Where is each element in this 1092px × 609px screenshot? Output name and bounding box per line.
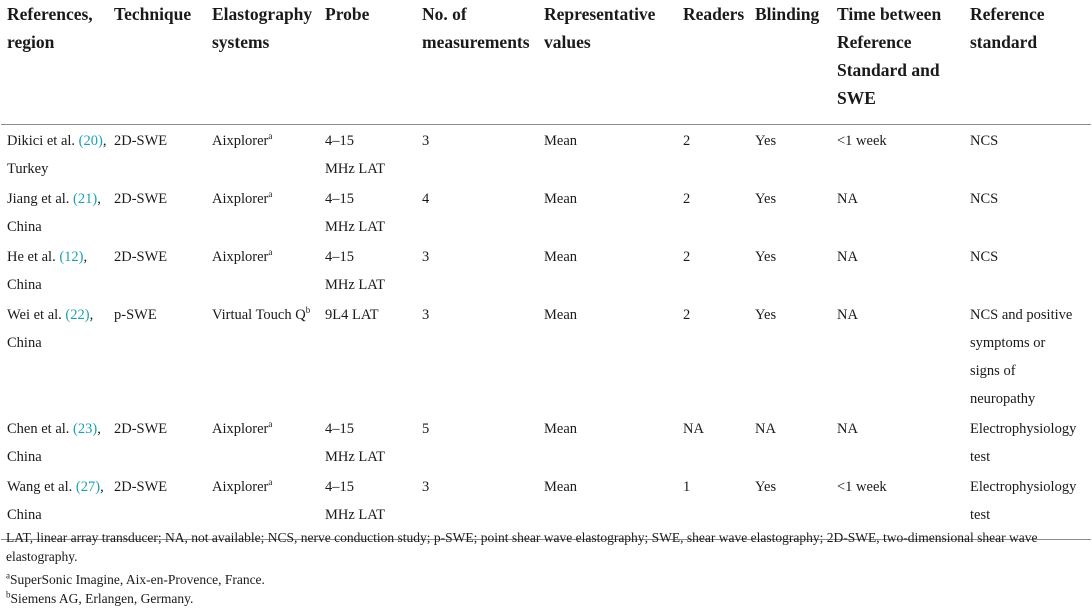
blinding-cell bbox=[749, 241, 831, 299]
citation-link[interactable]: (22) bbox=[65, 307, 90, 323]
time-value: NA bbox=[837, 191, 858, 207]
probe-cell bbox=[319, 125, 416, 184]
standard-line: Electrophysiology bbox=[970, 421, 1077, 437]
technique-text: 2D-SWE bbox=[114, 479, 168, 495]
footnote-mark: b bbox=[6, 589, 11, 600]
values-text: Mean bbox=[544, 307, 578, 323]
header-representative-values bbox=[538, 0, 677, 125]
footnote-text: SuperSonic Imagine, Aix-en-Provence, France. bbox=[10, 572, 265, 587]
probe-line: MHz LAT bbox=[325, 277, 386, 293]
readers-cell bbox=[677, 241, 749, 299]
probe-cell bbox=[319, 413, 416, 471]
reference-region: , Turkey bbox=[7, 133, 107, 177]
blinding-cell bbox=[749, 413, 831, 471]
probe-line: 4–15 bbox=[325, 133, 354, 149]
footnote-mark: a bbox=[6, 570, 10, 581]
technique-cell bbox=[108, 413, 206, 471]
blinding-value: Yes bbox=[755, 133, 777, 149]
header-line: Technique bbox=[114, 4, 192, 24]
reference-region: , China bbox=[7, 249, 88, 293]
reference-authors: Chen et al. bbox=[7, 421, 70, 437]
reference-cell bbox=[1, 299, 108, 413]
header-line: Elastography bbox=[212, 4, 313, 24]
technique-text: p-SWE bbox=[114, 307, 157, 323]
system-cell bbox=[206, 125, 319, 184]
standard-cell bbox=[964, 241, 1091, 299]
time-value: <1 week bbox=[837, 133, 887, 149]
probe-line: 4–15 bbox=[325, 479, 354, 495]
header-line: Blinding bbox=[755, 4, 820, 24]
header-elastography-systems bbox=[206, 0, 319, 125]
abbreviations-footnote: LAT, linear array transducer; NA, not available; NCS, nerve conduction study; p-SWE; point shear wave elastography; SWE, shear wave elastography; 2D-SWE, two-dimensional shear wave elastography. bbox=[6, 530, 1038, 564]
system-cell bbox=[206, 241, 319, 299]
standard-cell bbox=[964, 183, 1091, 241]
readers-cell bbox=[677, 125, 749, 184]
standard-cell bbox=[964, 413, 1091, 471]
probe-line: MHz LAT bbox=[325, 449, 386, 465]
system-name: Aixplorer bbox=[212, 191, 269, 207]
values-text: Mean bbox=[544, 133, 578, 149]
values-cell bbox=[538, 241, 677, 299]
system-name: Aixplorer bbox=[212, 421, 269, 437]
system-name: Aixplorer bbox=[212, 133, 269, 149]
time-value: NA bbox=[837, 249, 858, 265]
header-line: Probe bbox=[325, 4, 370, 24]
measurements-cell bbox=[416, 183, 538, 241]
probe-cell bbox=[319, 183, 416, 241]
time-value: <1 week bbox=[837, 479, 887, 495]
table-row bbox=[1, 413, 1091, 471]
header-line: systems bbox=[212, 32, 270, 52]
footnote-item bbox=[6, 570, 1088, 589]
footnote-marker: b bbox=[305, 305, 311, 316]
header-line: standard bbox=[970, 32, 1038, 52]
technique-cell bbox=[108, 125, 206, 184]
measurements-cell bbox=[416, 125, 538, 184]
blinding-value: Yes bbox=[755, 479, 777, 495]
header-references-region bbox=[1, 0, 108, 125]
system-cell bbox=[206, 299, 319, 413]
standard-line: NCS bbox=[970, 191, 999, 207]
footnote-marker: a bbox=[268, 131, 273, 142]
measurements-value: 3 bbox=[422, 133, 430, 149]
footnote-marker: a bbox=[268, 247, 273, 258]
reference-authors: Dikici et al. bbox=[7, 133, 76, 149]
table-footnotes bbox=[6, 528, 1088, 608]
readers-value: 2 bbox=[683, 133, 691, 149]
time-value: NA bbox=[837, 307, 858, 323]
reference-cell bbox=[1, 413, 108, 471]
time-value: NA bbox=[837, 421, 858, 437]
system-cell bbox=[206, 413, 319, 471]
table-row bbox=[1, 125, 1091, 184]
reference-region: , China bbox=[7, 307, 94, 351]
reference-authors: He et al. bbox=[7, 249, 56, 265]
header-probe bbox=[319, 0, 416, 125]
header-no-of-measurements bbox=[416, 0, 538, 125]
standard-cell bbox=[964, 125, 1091, 184]
standard-line: test bbox=[970, 507, 991, 523]
probe-line: 4–15 bbox=[325, 191, 354, 207]
reference-authors: Jiang et al. bbox=[7, 191, 70, 207]
header-time-between bbox=[831, 0, 964, 125]
probe-line: 9L4 LAT bbox=[325, 307, 379, 323]
time-cell bbox=[831, 183, 964, 241]
values-text: Mean bbox=[544, 479, 578, 495]
footnote-item bbox=[6, 589, 1088, 608]
measurements-cell bbox=[416, 299, 538, 413]
header-line: Representative bbox=[544, 4, 656, 24]
probe-line: MHz LAT bbox=[325, 219, 386, 235]
readers-cell bbox=[677, 299, 749, 413]
measurements-value: 5 bbox=[422, 421, 430, 437]
standard-line: NCS bbox=[970, 133, 999, 149]
footnote-marker: a bbox=[268, 419, 273, 430]
blinding-value: Yes bbox=[755, 191, 777, 207]
citation-link[interactable]: (27) bbox=[75, 479, 101, 495]
blinding-cell bbox=[749, 183, 831, 241]
citation-link[interactable]: (12) bbox=[59, 249, 84, 265]
header-technique bbox=[108, 0, 206, 125]
technique-text: 2D-SWE bbox=[114, 191, 168, 207]
readers-cell bbox=[677, 183, 749, 241]
technique-text: 2D-SWE bbox=[114, 249, 168, 265]
reference-cell bbox=[1, 183, 108, 241]
blinding-value: Yes bbox=[755, 307, 777, 323]
citation-link[interactable]: (20) bbox=[78, 133, 103, 149]
header-line: Time between bbox=[837, 4, 942, 24]
measurements-value: 3 bbox=[422, 307, 430, 323]
study-characteristics-table bbox=[1, 0, 1091, 540]
probe-cell bbox=[319, 241, 416, 299]
blinding-value: NA bbox=[755, 421, 776, 437]
standard-line: NCS and positive bbox=[970, 307, 1073, 323]
time-cell bbox=[831, 413, 964, 471]
readers-cell bbox=[677, 413, 749, 471]
technique-cell bbox=[108, 183, 206, 241]
probe-cell bbox=[319, 299, 416, 413]
header-line: region bbox=[7, 32, 55, 52]
reference-region: , China bbox=[7, 191, 101, 235]
time-cell bbox=[831, 299, 964, 413]
values-cell bbox=[538, 125, 677, 184]
readers-value: NA bbox=[683, 421, 704, 437]
reference-authors: Wang et al. bbox=[7, 479, 73, 495]
measurements-value: 3 bbox=[422, 479, 430, 495]
header-line: No. of bbox=[422, 4, 467, 24]
standard-line: NCS bbox=[970, 249, 999, 265]
measurements-value: 4 bbox=[422, 191, 430, 207]
values-cell bbox=[538, 413, 677, 471]
header-line: SWE bbox=[837, 88, 876, 108]
standard-line: signs of bbox=[970, 363, 1016, 379]
values-text: Mean bbox=[544, 421, 578, 437]
reference-region: , China bbox=[7, 421, 101, 465]
values-text: Mean bbox=[544, 249, 578, 265]
measurements-cell bbox=[416, 241, 538, 299]
standard-cell bbox=[964, 299, 1091, 413]
technique-text: 2D-SWE bbox=[114, 421, 168, 437]
system-name: Aixplorer bbox=[212, 249, 269, 265]
technique-text: 2D-SWE bbox=[114, 133, 168, 149]
header-line: References, bbox=[7, 4, 93, 24]
header-reference-standard bbox=[964, 0, 1091, 125]
technique-cell bbox=[108, 241, 206, 299]
citation-link[interactable]: (21) bbox=[73, 191, 98, 207]
time-cell bbox=[831, 241, 964, 299]
reference-region: , China bbox=[7, 479, 104, 523]
technique-cell bbox=[108, 299, 206, 413]
header-line: Readers bbox=[683, 4, 745, 24]
blinding-cell bbox=[749, 299, 831, 413]
header-blinding bbox=[749, 0, 831, 125]
time-cell bbox=[831, 125, 964, 184]
footnote-list bbox=[6, 570, 1088, 608]
citation-link[interactable]: (23) bbox=[73, 421, 98, 437]
standard-line: test bbox=[970, 449, 991, 465]
header-line: measurements bbox=[422, 32, 530, 52]
blinding-cell bbox=[749, 125, 831, 184]
blinding-value: Yes bbox=[755, 249, 777, 265]
header-readers bbox=[677, 0, 749, 125]
system-cell bbox=[206, 183, 319, 241]
values-cell bbox=[538, 183, 677, 241]
header-line: Reference bbox=[970, 4, 1045, 24]
reference-cell bbox=[1, 125, 108, 184]
readers-value: 2 bbox=[683, 249, 691, 265]
header-line: values bbox=[544, 32, 591, 52]
probe-line: 4–15 bbox=[325, 249, 354, 265]
header-line: Standard and bbox=[837, 60, 940, 80]
system-name: Aixplorer bbox=[212, 479, 269, 495]
table-row bbox=[1, 183, 1091, 241]
footnote-text: Siemens AG, Erlangen, Germany. bbox=[10, 591, 194, 606]
table-row bbox=[1, 241, 1091, 299]
footnote-marker: a bbox=[268, 189, 273, 200]
standard-line: symptoms or bbox=[970, 335, 1046, 351]
readers-value: 2 bbox=[683, 191, 691, 207]
readers-value: 2 bbox=[683, 307, 691, 323]
values-text: Mean bbox=[544, 191, 578, 207]
probe-line: 4–15 bbox=[325, 421, 354, 437]
standard-line: neuropathy bbox=[970, 391, 1036, 407]
values-cell bbox=[538, 299, 677, 413]
reference-cell bbox=[1, 241, 108, 299]
standard-line: Electrophysiology bbox=[970, 479, 1077, 495]
measurements-value: 3 bbox=[422, 249, 430, 265]
measurements-cell bbox=[416, 413, 538, 471]
reference-authors: Wei et al. bbox=[7, 307, 62, 323]
probe-line: MHz LAT bbox=[325, 507, 386, 523]
table-row bbox=[1, 299, 1091, 413]
readers-value: 1 bbox=[683, 479, 691, 495]
probe-line: MHz LAT bbox=[325, 161, 386, 177]
header-row bbox=[1, 0, 1091, 125]
header-line: Reference bbox=[837, 32, 912, 52]
system-name: Virtual Touch Q bbox=[212, 307, 306, 323]
footnote-marker: a bbox=[268, 477, 273, 488]
table-body bbox=[1, 125, 1091, 540]
